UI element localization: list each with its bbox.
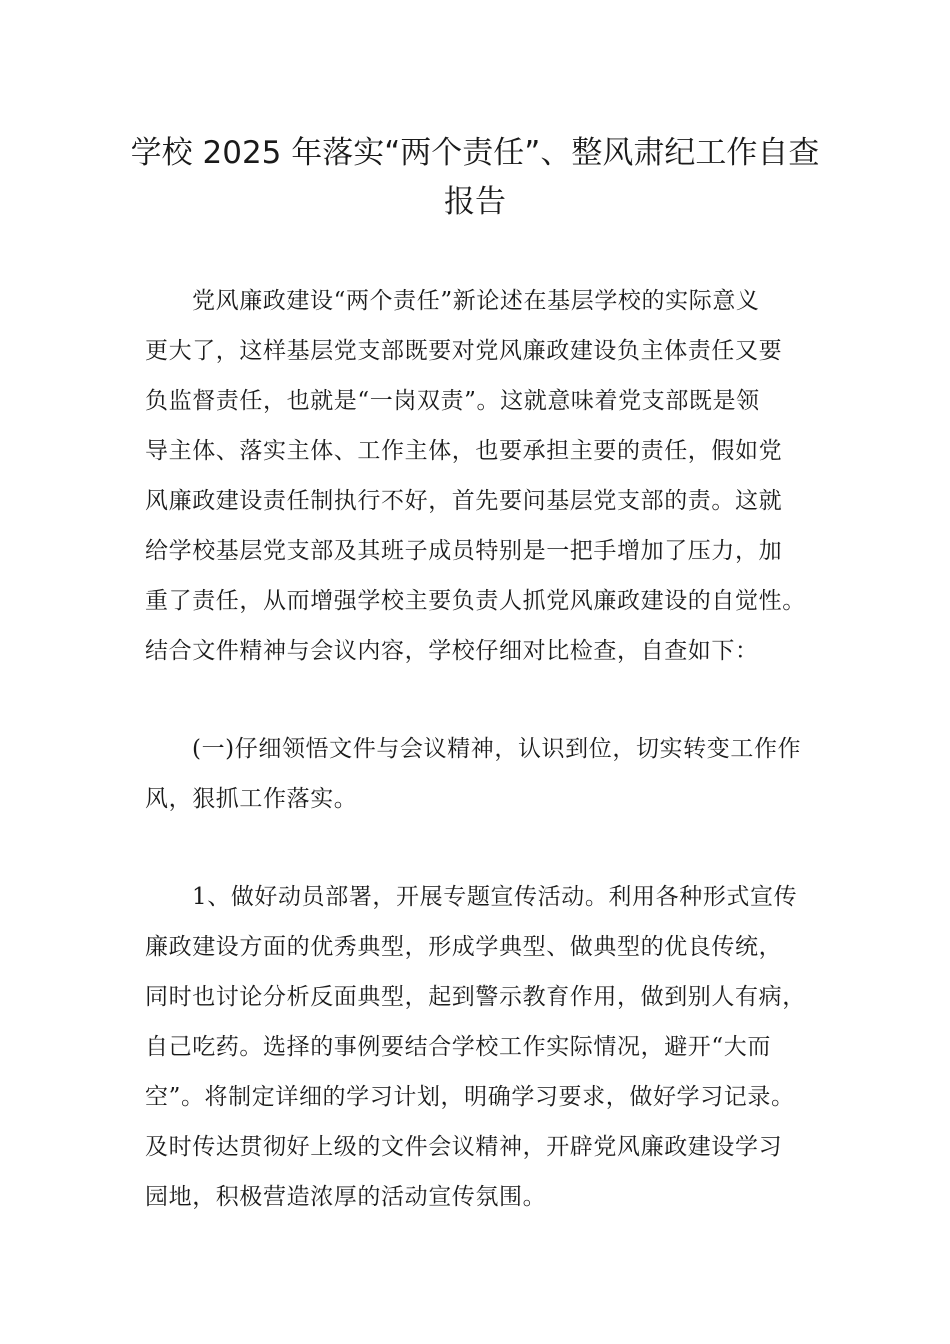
paragraph-3-line-7: 园地，积极营造浓厚的活动宣传氛围。	[145, 1184, 547, 1210]
paragraph-1-line-2: 更大了，这样基层党支部既要对党风廉政建设负主体责任又要	[145, 338, 783, 364]
paragraph-1-line-6: 给学校基层党支部及其班子成员特别是一把手增加了压力，加	[145, 538, 783, 564]
paragraph-1-line-8: 结合文件精神与会议内容，学校仔细对比检查，自查如下：	[145, 638, 759, 664]
paragraph-1-line-7: 重了责任，从而增强学校主要负责人抓党风廉政建设的自觉性。	[145, 588, 806, 614]
paragraph-1-line-1: 党风廉政建设“两个责任”新论述在基层学校的实际意义	[192, 288, 760, 314]
paragraph-1-line-4: 导主体、落实主体、工作主体，也要承担主要的责任，假如党	[145, 438, 783, 464]
paragraph-3-line-2: 廉政建设方面的优秀典型，形成学典型、做典型的优良传统，	[145, 934, 783, 960]
paragraph-3-line-5: 空”。将制定详细的学习计划，明确学习要求，做好学习记录。	[145, 1084, 795, 1110]
paragraph-2-line-1: (一)仔细领悟文件与会议精神，认识到位，切实转变工作作	[192, 736, 802, 762]
paragraph-3-line-3: 同时也讨论分析反面典型，起到警示教育作用，做到别人有病，	[145, 984, 806, 1010]
document-title-line-1: 学校 2025 年落实“两个责任”、整风肃纪工作自查	[130, 135, 820, 171]
paragraph-3-line-1: 1、做好动员部署，开展专题宣传活动。利用各种形式宣传	[192, 884, 798, 910]
paragraph-3-line-4: 自己吃药。选择的事例要结合学校工作实际情况，避开“大而	[145, 1034, 771, 1060]
paragraph-1-line-5: 风廉政建设责任制执行不好，首先要问基层党支部的责。这就	[145, 488, 783, 514]
paragraph-2-line-2: 风，狠抓工作落实。	[145, 786, 358, 812]
paragraph-1-line-3: 负监督责任，也就是“一岗双责”。这就意味着党支部既是领	[145, 388, 760, 414]
document-title-line-2: 报告	[444, 184, 506, 220]
paragraph-3-line-6: 及时传达贯彻好上级的文件会议精神，开辟党风廉政建设学习	[145, 1134, 783, 1160]
